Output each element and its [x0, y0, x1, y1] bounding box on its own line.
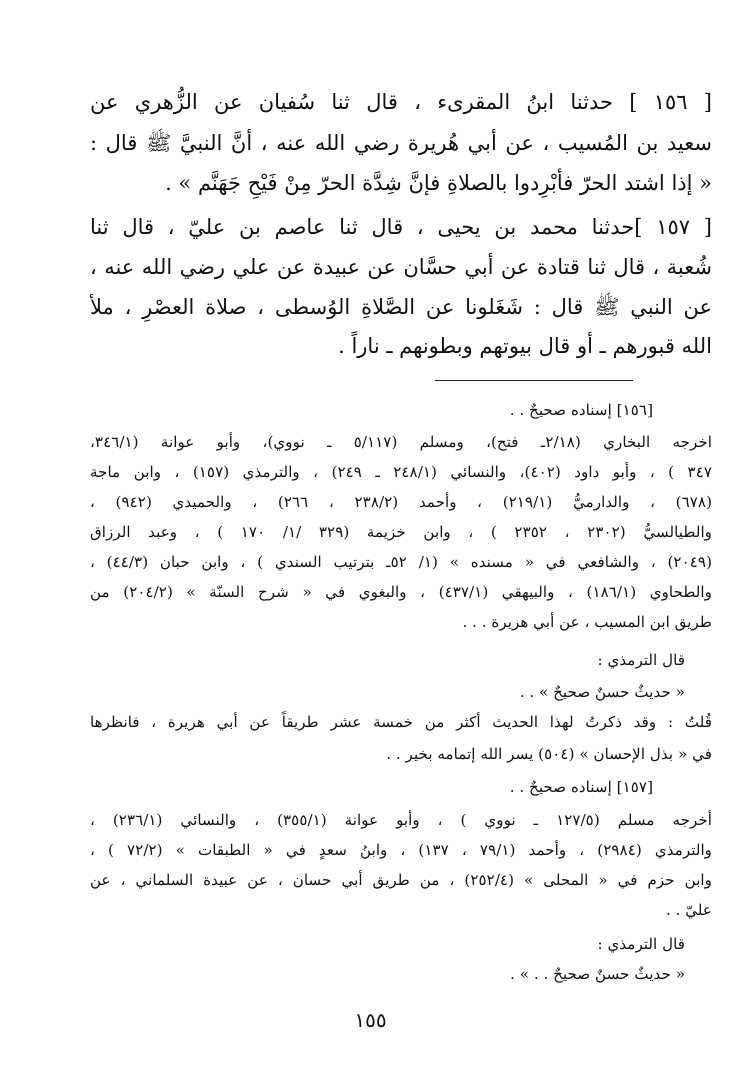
footnote-156-head: [١٥٦] إسناده صحيحٌ . .: [509, 401, 653, 419]
footnote-156-line-1: اخرجه البخاري (٢/١٨ـ فتح)، ومسلم (٥/١١٧ ـ نووي)، وأبو عوانة (٣٤٦/١،: [90, 433, 712, 451]
footnote-156-line-5: (٢٠٤٩) ، والشافعي في « مسنده » (١/ ٥٢ـ بترتيب السندي ) ، وابن حبان (٤٤/٣) ،: [90, 553, 712, 571]
footnote-157-line-1: أخرجه مسلم (١٢٧/٥ ـ نووي ) ، وأبو عوانة (٣٥٥/١) ، والنسائي (٢٣٦/١) ،: [90, 811, 712, 829]
footnote-156-note-line-2: في « بذل الإحسان » (٥٠٤) يسر الله إتمامه بخير . .: [386, 745, 712, 763]
footnote-156-line-4: والطيالسيُّ (٢٣٠٢ ، ٢٣٥٢ ) ، وابن خزيمة (٣٢٩ /١/ ١٧٠ ) ، وعبد الرزاق: [90, 523, 712, 541]
footnote-156-line-2: ٣٤٧ ) ، وأبو داود (٤٠٢)، والنسائي (٢٤٨/١ ـ ٢٤٩) ، والترمذي (١٥٧) ، وابن ماجة: [90, 463, 712, 481]
footnote-156-line-7: طريق ابن المسيب ، عن أبي هريرة . . .: [462, 613, 712, 631]
footnote-157-tirmidhi-label: قال الترمذي :: [597, 935, 685, 953]
footnote-separator: [435, 380, 633, 381]
footnote-157-line-3: وابن حزم في « المحلى » (٢٥٢/٤) ، من طريق أبي حسان ، عن عبيدة السلماني ، عن: [90, 871, 712, 889]
hadith-157-line-3: عن النبي ﷺ قال : شَغَلونا عن الصَّلاةِ الوُسطى ، صلاة العصْرِ ، ملأ: [90, 295, 712, 319]
hadith-157-line-1: [ ١٥٧ ]حدثنا محمد بن يحيى ، قال ثنا عاصم بن عليّ ، قال ثنا: [90, 215, 712, 239]
footnote-157-line-2: والترمذي (٢٩٨٤) ، وأحمد (٧٩/١ ، ١٣٧) ، وابنُ سعدٍ في « الطبقات » (٧٢/٢ ) ،: [90, 841, 712, 859]
hadith-157-line-4: الله قبورهم ـ أو قال بيوتهم وبطونهم ـ ناراً .: [338, 334, 712, 358]
hadith-156-line-1: [ ١٥٦ ] حدثنا ابنُ المقرىء ، قال ثنا سُفيان عن الزُّهري عن: [90, 90, 712, 114]
hadith-156-line-3: « إذا اشتد الحرّ فأبْرِدوا بالصلاةِ فإنَّ شِدَّة الحرّ مِنْ فَيْحِ جَهَنَّم » .: [165, 171, 712, 195]
footnote-156-line-6: والطحاوي (١٨٦/١) ، والبيهقي (٤٣٧/١) ، والبغوي في « شرح السنّة » (٢٠٤/٢) من: [90, 583, 712, 601]
hadith-157-line-2: شُعبة ، قال ثنا قتادة عن أبي حسَّان عن عبيدة عن علي رضي الله عنه ،: [90, 255, 712, 279]
footnote-157-head: [١٥٧] إسناده صحيحٌ . .: [509, 778, 653, 796]
page-number: ١٥٥: [354, 1008, 387, 1032]
footnote-156-note-line-1: قُلتُ : وقد ذكرتُ لهذا الحديث أكثر من خمسة عشر طريقاً عن أبي هريرة ، فانظرها: [90, 713, 712, 731]
footnote-157-line-4: عليّ . .: [665, 901, 712, 919]
footnote-156-line-3: (٦٧٨) ، والدارميُّ (٢١٩/١) ، وأحمد (٢٣٨/٢ ، ٢٦٦) ، والحميدي (٩٤٢) ،: [90, 493, 712, 511]
footnote-156-tirmidhi-label: قال الترمذي :: [597, 651, 685, 669]
footnote-156-tirmidhi-quote: « حديثٌ حسنٌ صحيحٌ » . .: [519, 683, 685, 701]
footnote-157-tirmidhi-quote: « حديثٌ حسنٌ صحيحٌ . . » .: [510, 965, 685, 983]
hadith-156-line-2: سعيد بن المُسيب ، عن أبي هُريرة رضي الله عنه ، أنَّ النبيَّ ﷺ قال :: [90, 131, 712, 155]
